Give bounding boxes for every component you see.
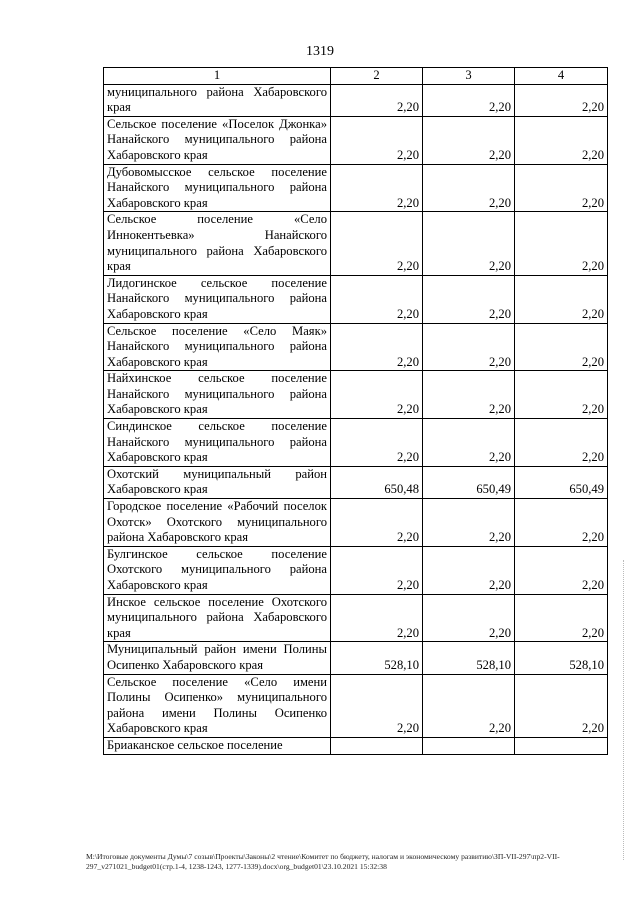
row-value-col-4: 650,49 [515,466,608,498]
table-row [104,546,608,594]
row-name-cell: муниципального района Хабаровского края [104,84,331,116]
table-row [104,84,608,116]
row-name-cell: Городское поселение «Рабочий поселок Охотск» Охотского муниципального района Хабаровского края [104,499,331,547]
header-col-3: 3 [423,68,515,85]
page-number: 1319 [306,44,334,59]
row-value-col-4: 2,20 [515,84,608,116]
row-value-col-3: 2,20 [423,674,515,737]
row-value-col-3 [423,737,515,754]
row-value-col-2: 2,20 [331,546,423,594]
row-value-col-3: 2,20 [423,116,515,164]
row-value-col-3: 2,20 [423,499,515,547]
row-value-col-3: 650,49 [423,466,515,498]
table-row [104,499,608,547]
header-col-4: 4 [515,68,608,85]
row-value-col-4: 2,20 [515,499,608,547]
budget-table [103,67,608,755]
row-name-cell: Синдинское сельское поселение Нанайского муниципального района Хабаровского края [104,419,331,467]
row-value-col-3: 2,20 [423,212,515,275]
row-value-col-4: 2,20 [515,546,608,594]
row-value-col-2: 2,20 [331,371,423,419]
table-row [104,371,608,419]
row-name-cell: Бриаканское сельское поселение [104,737,331,754]
row-value-col-2: 2,20 [331,84,423,116]
table-header-row [104,68,608,85]
row-value-col-4: 2,20 [515,674,608,737]
header-col-2: 2 [331,68,423,85]
table-row [104,594,608,642]
row-value-col-3: 2,20 [423,594,515,642]
row-name-cell: Булгинское сельское поселение Охотского муниципального района Хабаровского края [104,546,331,594]
row-value-col-2: 2,20 [331,594,423,642]
table-row [104,275,608,323]
row-value-col-2: 2,20 [331,323,423,371]
table-row [104,323,608,371]
row-value-col-2: 2,20 [331,212,423,275]
row-value-col-4: 2,20 [515,323,608,371]
row-value-col-2: 2,20 [331,674,423,737]
row-value-col-2: 2,20 [331,275,423,323]
row-value-col-2: 650,48 [331,466,423,498]
row-value-col-3: 528,10 [423,642,515,674]
row-value-col-4 [515,737,608,754]
row-value-col-4: 2,20 [515,371,608,419]
row-value-col-4: 2,20 [515,164,608,212]
row-value-col-2: 2,20 [331,499,423,547]
row-value-col-4: 2,20 [515,212,608,275]
row-value-col-3: 2,20 [423,323,515,371]
table-row [104,737,608,754]
row-value-col-3: 2,20 [423,371,515,419]
row-value-col-3: 2,20 [423,546,515,594]
table-row [104,466,608,498]
row-name-cell: Инское сельское поселение Охотского муниципального района Хабаровского края [104,594,331,642]
row-value-col-4: 2,20 [515,419,608,467]
row-value-col-4: 2,20 [515,594,608,642]
row-name-cell: Дубовомысское сельское поселение Нанайского муниципального района Хабаровского края [104,164,331,212]
row-value-col-2: 528,10 [331,642,423,674]
row-name-cell: Сельское поселение «Поселок Джонка» Нанайского муниципального района Хабаровского края [104,116,331,164]
row-value-col-3: 2,20 [423,84,515,116]
row-name-cell: Найхинское сельское поселение Нанайского муниципального района Хабаровского края [104,371,331,419]
margin-mark [623,560,624,860]
row-name-cell: Сельское поселение «Село имени Полины Осипенко» муниципального района имени Полины Осипенко Хабаровского края [104,674,331,737]
row-name-cell: Охотский муниципальный район Хабаровского края [104,466,331,498]
row-value-col-4: 528,10 [515,642,608,674]
row-name-cell: Муниципальный район имени Полины Осипенко Хабаровского края [104,642,331,674]
table-row [104,116,608,164]
document-footer-path: M:\Итоговые документы Думы\7 созыв\Проекты\Законы\2 чтение\Комитет по бюджету, налогам и экономическому развитию\ЗП-VII-297\пр2-VII-297_v271021_budget01(стр.1-4, 1238-1243, 1277-1339).docx\org_budget01\23.10.2021 15:32:38 [86,852,560,871]
row-name-cell: Лидогинское сельское поселение Нанайского муниципального района Хабаровского края [104,275,331,323]
header-col-1: 1 [104,68,331,85]
row-value-col-2: 2,20 [331,419,423,467]
row-value-col-2: 2,20 [331,164,423,212]
row-value-col-3: 2,20 [423,164,515,212]
table-row [104,164,608,212]
row-value-col-2 [331,737,423,754]
row-value-col-3: 2,20 [423,419,515,467]
row-value-col-3: 2,20 [423,275,515,323]
row-value-col-4: 2,20 [515,116,608,164]
table-row [104,642,608,674]
row-value-col-2: 2,20 [331,116,423,164]
row-name-cell: Сельское поселение «Село Иннокентьевка» Нанайского муниципального района Хабаровского края [104,212,331,275]
table-row [104,419,608,467]
table-row [104,212,608,275]
row-name-cell: Сельское поселение «Село Маяк» Нанайского муниципального района Хабаровского края [104,323,331,371]
table-row [104,674,608,737]
row-value-col-4: 2,20 [515,275,608,323]
